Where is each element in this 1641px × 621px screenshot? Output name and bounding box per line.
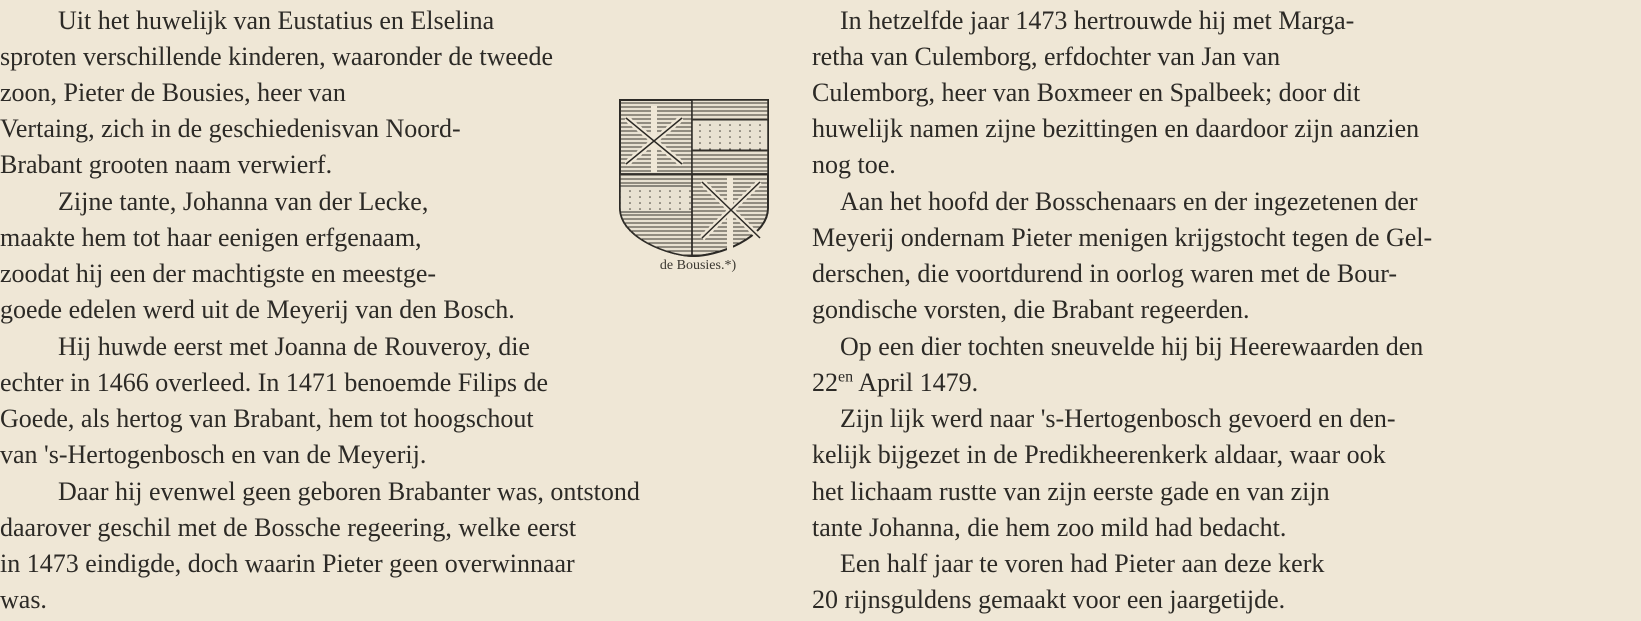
text-line: retha van Culemborg, erfdochter van Jan van: [812, 42, 1281, 71]
date-rest: April 1479.: [858, 368, 979, 397]
date-ordinal-suffix: en: [838, 368, 854, 386]
text-line: Culemborg, heer van Boxmeer en Spalbeek; door dit: [812, 78, 1361, 107]
text-line: echter in 1466 overleed. In 1471 benoemde Filips de: [0, 368, 549, 397]
text-line: maakte hem tot haar eenigen erfgenaam,: [0, 223, 422, 252]
text-line: Uit het huwelijk van Eustatius en Elselina: [58, 6, 495, 35]
text-line: kelijk bijgezet in de Predikheerenkerk aldaar, waar ook: [812, 440, 1386, 469]
coat-of-arms-caption: de Bousies.*): [659, 258, 737, 273]
text-line: Goede, als hertog van Brabant, hem tot hoogschout: [0, 404, 534, 433]
text-line: Vertaing, zich in de geschiedenisvan Noord-: [0, 114, 461, 143]
text-line: Op een dier tochten sneuvelde hij bij Heerewaarden den: [840, 332, 1424, 361]
text-line: sproten verschillende kinderen, waaronder de tweede: [0, 42, 553, 71]
text-line: zoon, Pieter de Bousies, heer van: [0, 78, 346, 107]
text-line: Een half jaar te voren had Pieter aan deze kerk: [840, 549, 1325, 578]
text-line: 20 rijnsguldens gemaakt voor een jaargetijde.: [812, 585, 1286, 614]
coat-of-arms-figure: [618, 98, 778, 278]
text-line: van 's-Hertogenbosch en van de Meyerij.: [0, 440, 427, 469]
text-line: gondische vorsten, die Brabant regeerden.: [812, 295, 1250, 324]
text-line: [812, 365, 978, 401]
text-line: derschen, die voortdurend in oorlog waren met de Bour-: [812, 259, 1398, 288]
text-line: was.: [0, 585, 47, 614]
text-line: goede edelen werd uit de Meyerij van den Bosch.: [0, 295, 515, 324]
text-line: in 1473 eindigde, doch waarin Pieter geen overwinnaar: [0, 549, 575, 578]
text-line: Zijne tante, Johanna van der Lecke,: [58, 187, 429, 216]
text-line: In hetzelfde jaar 1473 hertrouwde hij met Marga-: [840, 6, 1355, 35]
text-line: Daar hij evenwel geen geboren Brabanter was, ontstond: [58, 477, 640, 506]
text-line: Zijn lijk werd naar 's-Hertogenbosch gevoerd en den-: [840, 404, 1396, 433]
text-line: zoodat hij een der machtigste en meestge-: [0, 259, 437, 288]
text-line: Aan het hoofd der Bosschenaars en der ingezetenen der: [840, 187, 1418, 216]
text-line: Brabant grooten naam verwierf.: [0, 150, 333, 179]
text-line: tante Johanna, die hem zoo mild had bedacht.: [812, 513, 1287, 542]
text-line: het lichaam rustte van zijn eerste gade en van zijn: [812, 477, 1330, 506]
text-line: daarover geschil met de Bossche regeering, welke eerst: [0, 513, 577, 542]
date-day: 22: [812, 368, 838, 397]
text-line: nog toe.: [812, 150, 896, 179]
text-line: huwelijk namen zijne bezittingen en daardoor zijn aanzien: [812, 114, 1420, 143]
text-line: Meyerij ondernam Pieter menigen krijgstocht tegen de Gel-: [812, 223, 1433, 252]
coat-of-arms-shield-icon: [618, 98, 778, 258]
text-line: Hij huwde eerst met Joanna de Rouveroy, die: [58, 332, 530, 361]
